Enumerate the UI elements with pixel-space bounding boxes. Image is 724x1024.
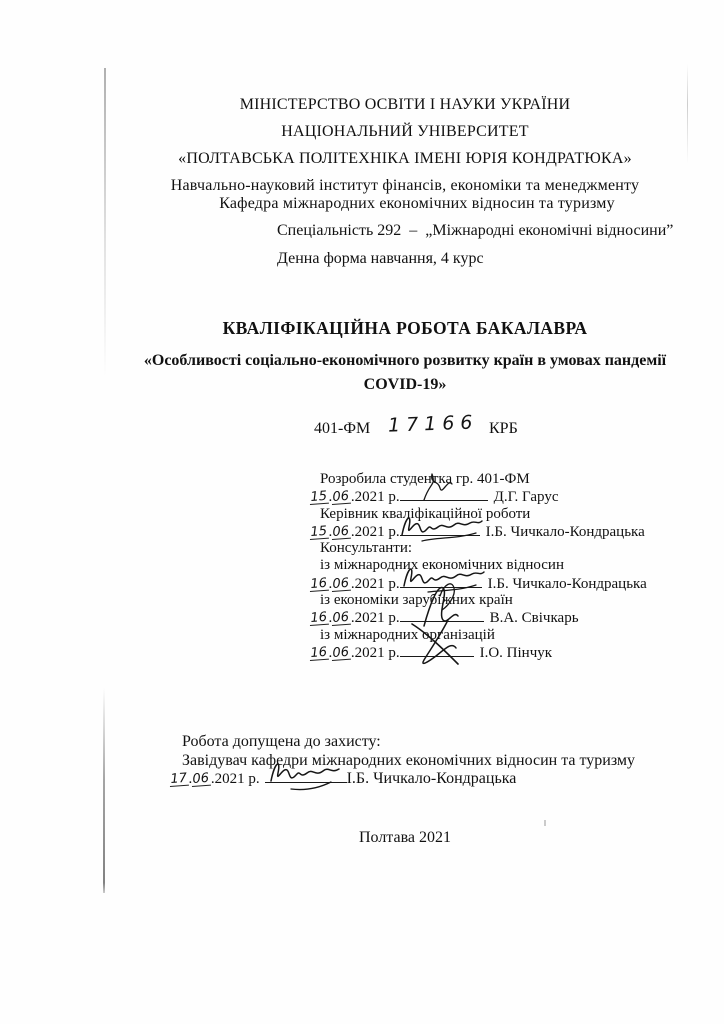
handwritten-day: 15 (309, 489, 328, 506)
signature-blank (265, 770, 347, 783)
date-separator: . (328, 575, 333, 592)
printed-date-text: .2021 р. (350, 610, 400, 627)
handwritten-month: 06 (332, 489, 350, 506)
signature-line-student (310, 488, 690, 505)
department-line: Кафедра міжнародних економічних відносин та туризму (219, 195, 615, 212)
handwritten-day: 17 (169, 771, 188, 788)
scan-artifact-left-line-bottom (103, 688, 105, 893)
handwritten-day: 16 (309, 575, 328, 592)
date-separator: . (328, 644, 333, 661)
scan-artifact-right-line (687, 64, 688, 164)
handwritten-month: 06 (332, 644, 350, 661)
handwritten-day: 16 (309, 610, 328, 627)
thesis-title-line1: «Особливості соціально-економічного розвитку країн в умовах пандемії (143, 352, 667, 369)
student-name: Д.Г. Гарус (493, 489, 559, 506)
signature-line-consultant-1 (310, 575, 690, 592)
consultant-2-name: В.А. Свічкарь (489, 610, 579, 627)
signature-blank (400, 609, 484, 622)
group-code: 401-ФМ (314, 420, 371, 437)
signature-line-supervisor (310, 523, 690, 540)
printed-date-text: .2021 р. (210, 771, 260, 788)
signature-line-consultant-2 (310, 609, 690, 626)
approval-block (169, 733, 702, 789)
consultant-topic-2: із економіки зарубіжних країн (320, 592, 513, 609)
consultant-1-name: І.Б. Чичкало-Кондрацька (487, 575, 647, 592)
university-name-line: «ПОЛТАВСЬКА ПОЛІТЕХНІКА ІМЕНІ ЮРІЯ КОНДРАТЮКА» (178, 150, 632, 167)
date-separator: . (328, 523, 333, 540)
approval-line-1: Робота допущена до захисту: (182, 733, 381, 750)
consultant-3-name: І.О. Пінчук (479, 644, 553, 661)
study-form-line: Денна форма навчання, 4 курс (277, 250, 484, 267)
date-separator: . (328, 489, 333, 506)
printed-date-text: .2021 р. (350, 575, 400, 592)
consultant-topic-3: із міжнародних організацій (320, 626, 495, 643)
signature-blank (400, 523, 480, 536)
date-separator: . (188, 771, 193, 788)
city-year-line: Полтава 2021 (358, 829, 452, 846)
signature-line-consultant-3 (310, 644, 690, 661)
work-type-title: КВАЛІФІКАЦІЙНА РОБОТА БАКАЛАВРА (222, 318, 588, 338)
role-student: Розробила студентка гр. 401-ФМ (320, 471, 530, 487)
thesis-title-line2: COVID-19» (363, 376, 447, 393)
handwritten-number: 17166 (387, 411, 479, 437)
university-line: НАЦІОНАЛЬНИЙ УНІВЕРСИТЕТ (281, 123, 529, 140)
handwritten-day: 16 (309, 644, 328, 661)
scan-artifact-speck (544, 820, 546, 826)
work-code: КРБ (489, 420, 518, 437)
handwritten-day: 15 (309, 523, 328, 540)
head-of-department-name: І.Б. Чичкало-Кондрацька (346, 770, 517, 788)
consultants-heading: Консультанти: (320, 540, 413, 557)
signature-blank (400, 488, 488, 501)
printed-date-text: .2021 р. (350, 489, 400, 506)
handwritten-month: 06 (332, 610, 350, 627)
approval-signature-line (170, 770, 690, 789)
specialty-line: Спеціальність 292 – „Міжнародні економічні відносини” (277, 222, 674, 239)
supervisor-name: І.Б. Чичкало-Кондрацька (485, 523, 645, 540)
approval-line-2: Завідувач кафедри міжнародних економічних відносин та туризму (182, 751, 636, 769)
handwritten-month: 06 (192, 771, 210, 788)
ministry-line: МІНІСТЕРСТВО ОСВІТИ І НАУКИ УКРАЇНИ (239, 96, 571, 113)
institute-line: Навчально-науковий інститут фінансів, економіки та менеджменту (170, 177, 640, 194)
handwritten-month: 06 (332, 523, 350, 540)
printed-date-text: .2021 р. (350, 644, 400, 661)
signature-blank (400, 575, 482, 588)
handwritten-month: 06 (332, 575, 350, 592)
signature-blank (400, 644, 474, 657)
printed-date-text: .2021 р. (350, 523, 400, 540)
signature-block (310, 471, 690, 661)
date-separator: . (328, 610, 333, 627)
role-supervisor: Керівник кваліфікаційної роботи (320, 505, 531, 522)
consultant-topic-1: із міжнародних економічних відносин (320, 557, 564, 574)
